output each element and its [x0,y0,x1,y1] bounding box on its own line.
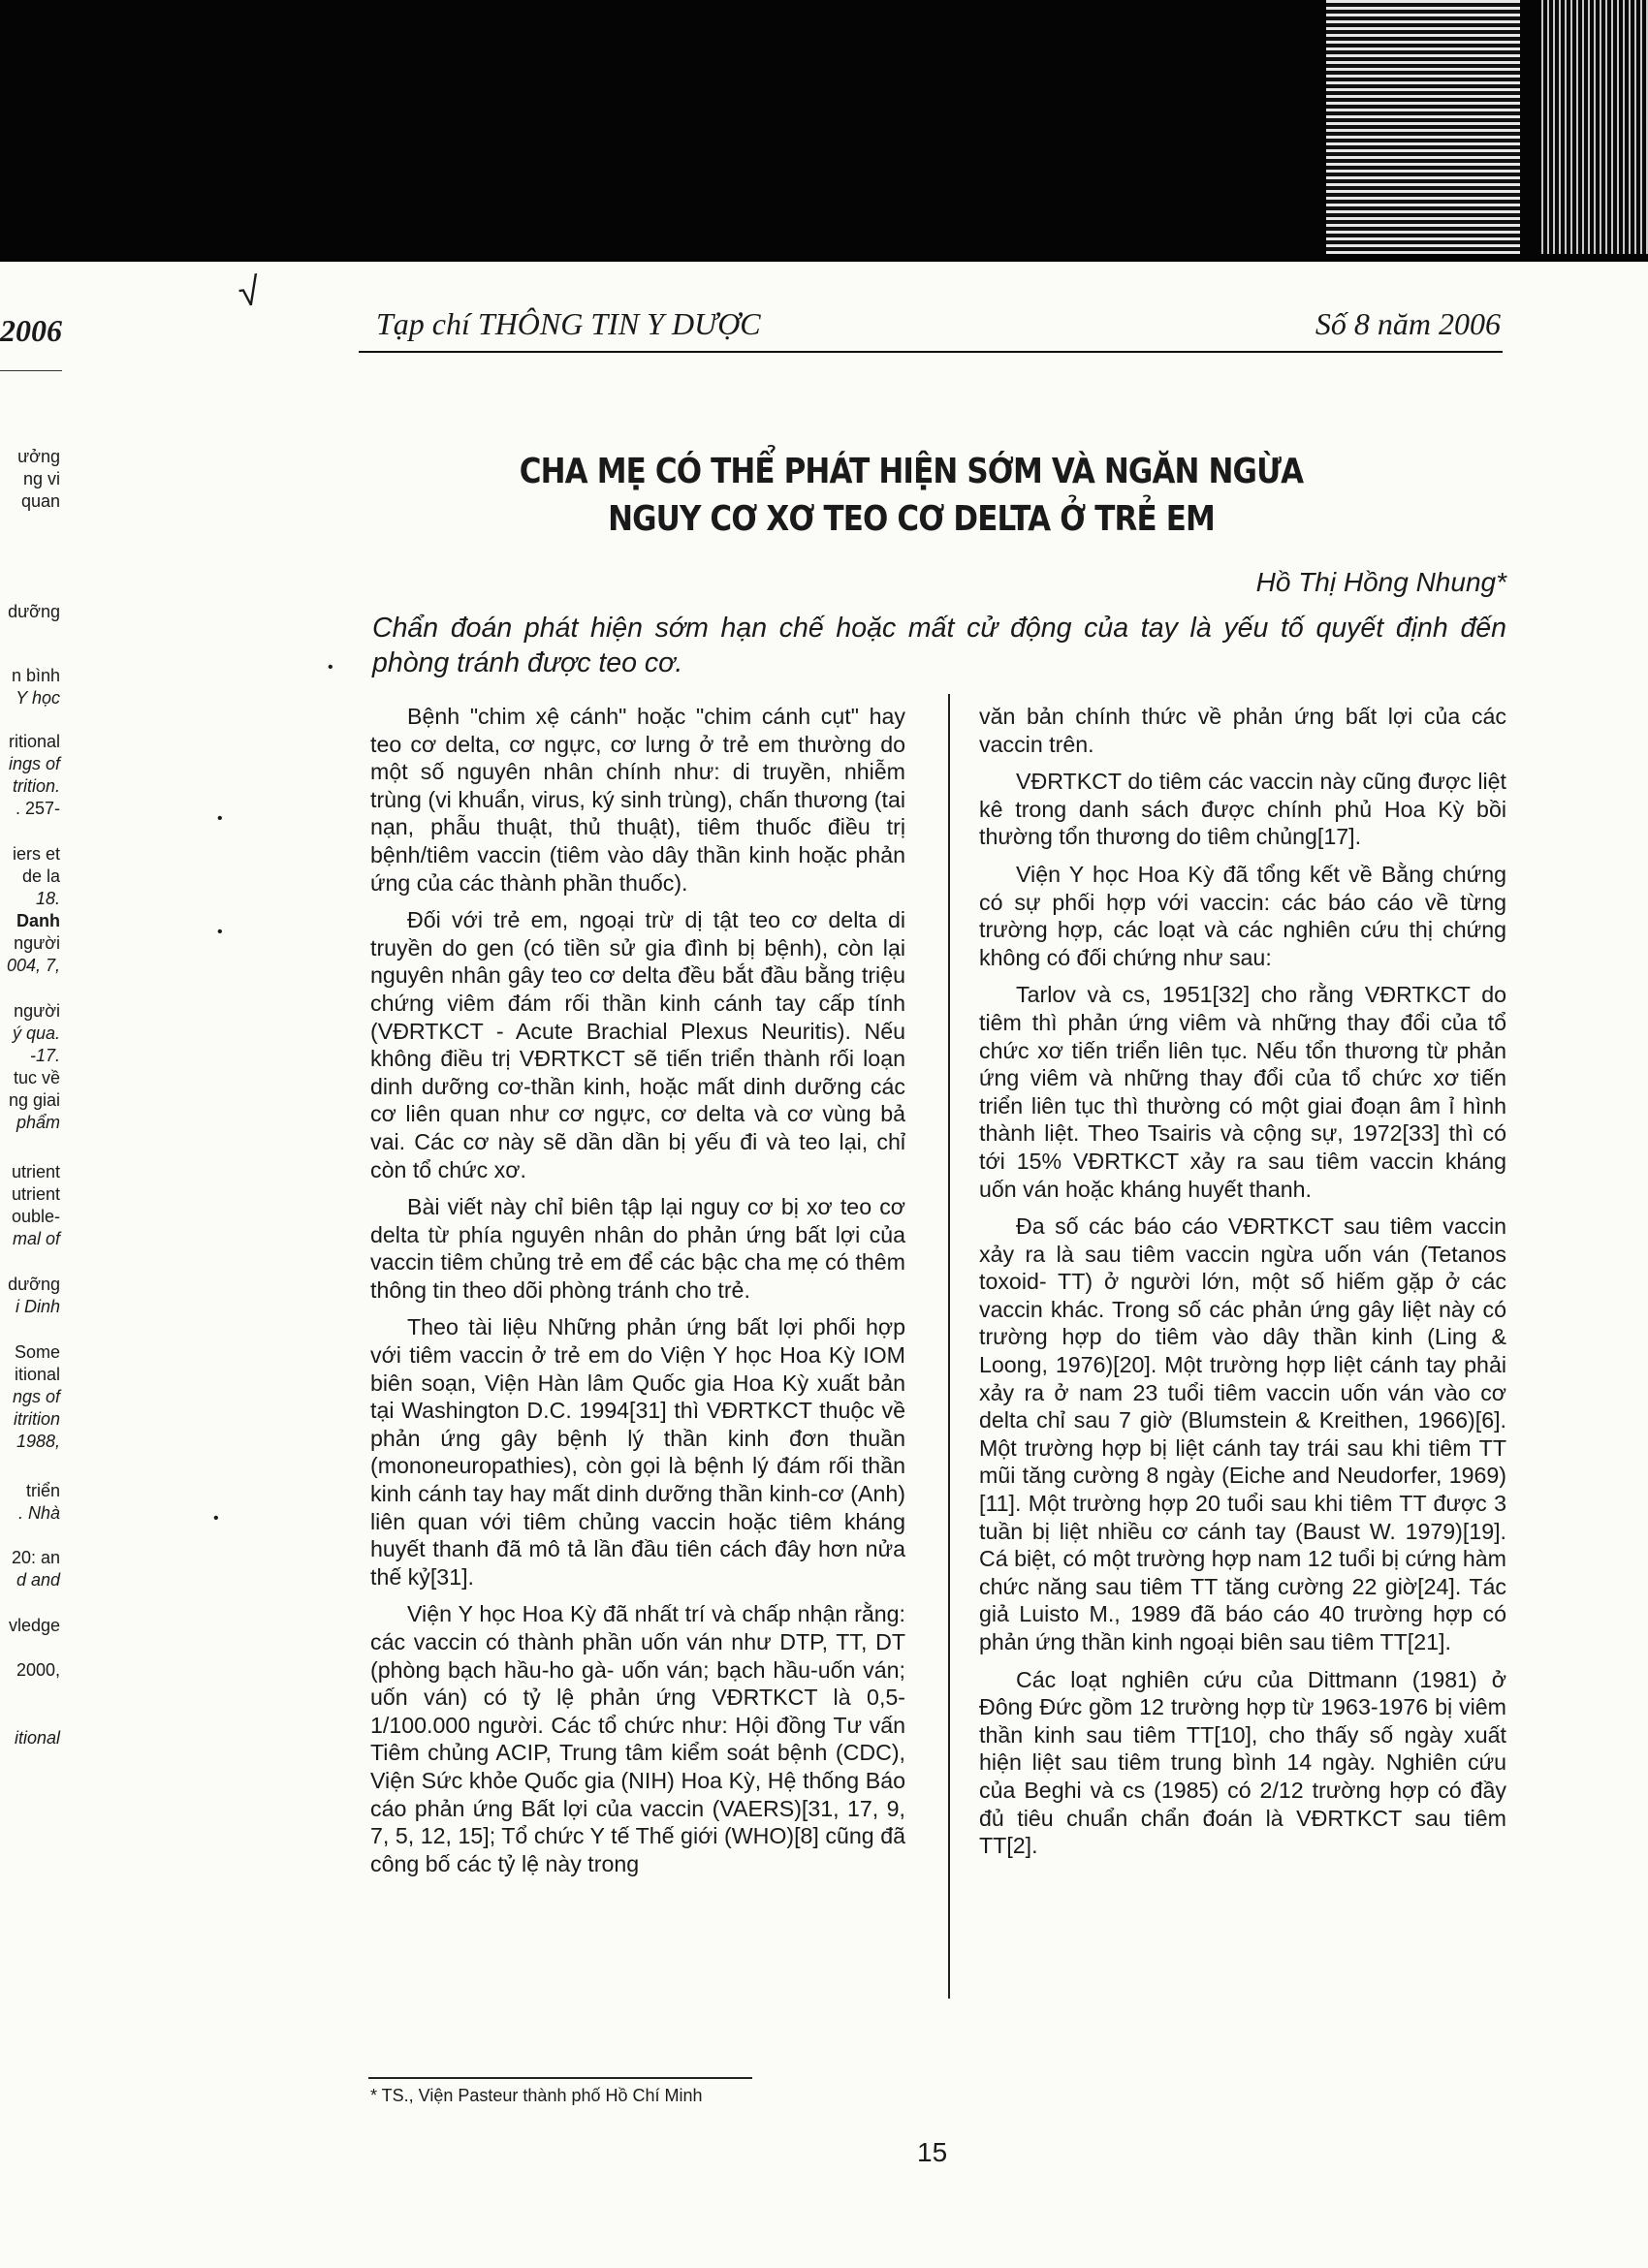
speck: • [328,659,333,676]
previous-page-fragment: Y học [16,688,60,708]
previous-page-fragment: trition. [12,776,60,796]
previous-page-fragment: Danh [16,911,60,930]
previous-page-fragment: 2000, [16,1660,60,1680]
paragraph: Theo tài liệu Những phản ứng bất lợi phối hợp với tiêm vaccin ở trẻ em do Viện Y học Hoa Kỳ IOM biên soạn, Viện Hàn lâm Quốc gia Hoa Kỳ xuất bản tại Washington D.C. 1994[31] thì VĐRTKCT thuộc về phản ứng gây bệnh lý thần kinh đơn thuần (mononeuropathies), còn gọi là bệnh lý đám rối thần kinh cánh tay hay mất dinh dưỡng thần kinh-cơ (Anh) liên quan với tiêm chủng vaccin hoặc tiêm kháng huyết thanh đã mô tả lần đầu tiên cách đây hơn nửa thế kỷ[31]. [370,1314,905,1590]
issue-label: Số 8 năm 2006 [1315,306,1501,341]
previous-page-fragment: ý qua. [12,1024,60,1043]
previous-page-fragment: 1988, [16,1432,60,1451]
previous-page-fragment: 004, 7, [6,956,60,975]
previous-page-fragment: ngs of [12,1387,60,1406]
column-divider [948,694,950,1999]
previous-page-fragment: ouble- [11,1207,60,1226]
footnote-rule [368,2077,752,2079]
previous-page-fragment: vledge [8,1616,60,1635]
header-rule [359,351,1503,353]
paragraph: Tarlov và cs, 1951[32] cho rằng VĐRTKCT do tiêm thì phản ứng viêm và những thay đổi của tổ chức xơ tiến triển liên tục. Nếu tổn thương từ phản ứng viêm và những thay đổi của tổ chức xơ tiến triển liên tục thì thường có một giai đoạn âm ỉ hình thành liệt. Theo Tsairis và cộng sự, 1972[33] thì có tới 15% VĐRTKCT xảy ra sau tiêm vaccin kháng uốn ván hoặc kháng huyết thanh. [979,982,1506,1202]
pen-mark: √ [235,269,263,316]
previous-page-fragment: người [14,933,60,953]
paragraph: Viện Y học Hoa Kỳ đã tổng kết về Bằng chứng có sự phối hợp với vaccin: các báo cáo về từng trường hợp, các loạt và các nghiên cứu thị chứng không có đối chứng như sau: [979,861,1506,970]
previous-page-fragment: itrition [13,1409,60,1429]
previous-page-fragment: dưỡng [8,1275,60,1294]
previous-page-fragment: mal of [12,1229,60,1248]
previous-page-fragment: ưởng [17,447,60,466]
previous-page-fragment: Some [14,1342,60,1362]
previous-page-fragment: iers et [12,844,60,864]
previous-page-fragment: utrient [11,1162,60,1181]
previous-page-fragment: 20: an [11,1548,60,1567]
previous-page-fragment: quan [20,491,60,511]
footnote: * TS., Viện Pasteur thành phố Hồ Chí Minh [370,2086,703,2105]
speck: • [213,1510,219,1527]
paragraph: Đa số các báo cáo VĐRTKCT sau tiêm vaccin xảy ra là sau tiêm vaccin ngừa uốn ván (Tetanos toxoid- TT) ở người lớn, một số hiếm gặp ở các vaccin khác. Trong số các phản ứng gây liệt này có trường hợp do tiêm vào dây thần kinh (Ling & Loong, 1976)[20]. Một trường hợp liệt cánh tay phải xảy ra ở nam 23 tuổi tiêm vaccin uốn ván vào cơ delta chỉ sau 7 giờ (Blumstein & Kreithen, 1966)[6]. Một trường hợp bị liệt cánh tay trái sau khi tiêm TT mũi tăng cường 8 ngày (Eiche and Neudorfer, 1969)[11]. Một trường hợp 20 tuổi sau khi tiêm TT được 3 tuần bị liệt nhiều cơ cánh tay (Baust W. 1979)[19]. Cá biệt, có một trường hợp nam 12 tuổi bị cứng hàm chức năng sau tiêm TT tăng cường 22 giờ[24]. Tác giả Luisto M., 1989 đã báo cáo 40 trường hợp có phản ứng thần kinh ngoại biên sau tiêm TT[21]. [979,1213,1506,1654]
previous-page-fragment: -17. [29,1046,60,1065]
speck: • [217,924,223,940]
previous-page-edge [0,310,68,2152]
edge-stripes [1326,0,1520,254]
article-title-line-2: NGUY CƠ XƠ TEO CƠ DELTA Ở TRẺ EM [608,499,1215,539]
previous-page-fragment: phẩm [16,1113,60,1132]
previous-page-fragment: de la [21,866,60,886]
speck: • [217,810,223,827]
previous-page-fragment: người [14,1001,60,1021]
paragraph: VĐRTKCT do tiêm các vaccin này cũng được liệt kê trong danh sách được chính phủ Hoa Kỳ bồi thường tổn thương do tiêm chủng[17]. [979,769,1506,850]
previous-page-fragment: triển [25,1481,60,1500]
previous-page-fragment: itional [14,1365,60,1384]
previous-page-fragment: ritional [8,732,60,751]
previous-page-fragment: . 257- [15,799,60,818]
previous-page-fragment: dưỡng [8,602,60,621]
paragraph: Đối với trẻ em, ngoại trừ dị tật teo cơ delta di truyền do gen (có tiền sử gia đình bị bệnh), còn lại nguyên nhân gây teo cơ delta đều bắt đầu bằng triệu chứng viêm đám rối thần kinh cánh tay cấp tính (VĐRTKCT - Acute Brachial Plexus Neuritis). Nếu không điều trị VĐRTKCT sẽ tiến triển thành rối loạn dinh dưỡng cơ-thần kinh, hoặc mất dinh dưỡng các cơ liên quan như cơ ngực, cơ delta và cơ vùng bả vai. Các cơ này sẽ dần dần bị yếu đi và teo lại, chỉ còn tổ chức xơ. [370,907,905,1182]
paragraph: văn bản chính thức về phản ứng bất lợi của các vaccin trên. [979,704,1506,757]
previous-page-fragment: d and [16,1570,60,1590]
author: Hồ Thị Hồng Nhung* [1255,567,1506,597]
previous-page-fragment: ng vi [22,469,60,488]
paragraph: Bài viết này chỉ biên tập lại nguy cơ bị xơ teo cơ delta từ phía nguyên nhân do phản ứng bất lợi của vaccin tiêm chủng trẻ em để các bậc cha mẹ có thêm thông tin theo dõi phòng tránh cho trẻ. [370,1194,905,1303]
paragraph: Bệnh "chim xệ cánh" hoặc "chim cánh cụt" hay teo cơ delta, cơ ngực, cơ lưng ở trẻ em thường do một số nguyên nhân chính như: di truyền, nhiễm trùng (vi khuẩn, virus, ký sinh trùng), chấn thương (tai nạn, phẫu thuật, thủ thuật), tiêm thuốc điều trị bệnh/tiêm vaccin (tiêm vào dây thần kinh hoặc phản ứng của các thành phần thuốc). [370,704,905,896]
previous-page-rule [0,370,62,371]
previous-page-fragment: ings of [8,754,60,773]
previous-page-fragment: . Nhà [17,1503,60,1523]
previous-page-fragment: ng giai [8,1090,60,1110]
left-column [370,703,905,1887]
article-title-line-1: CHA MẸ CÓ THỂ PHÁT HIỆN SỚM VÀ NGĂN NGỪA [519,452,1304,491]
previous-page-fragment: utrient [11,1184,60,1204]
edge-stripes-right [1541,0,1648,254]
paragraph: Các loạt nghiên cứu của Dittmann (1981) ở Đông Đức gồm 12 trường hợp từ 1963-1976 bị viêm thần kinh sau tiêm TT[10], cho thấy số ngày xuất hiện liệt sau tiêm trung bình 14 ngày. Nghiên cứu của Beghi và cs (1985) có 2/12 trường hợp có đầy đủ tiêu chuẩn chẩn đoán là VĐRTKCT sau tiêm TT[2]. [979,1666,1506,1859]
previous-page-fragment: 18. [35,889,60,908]
previous-page-year: 2006 [0,313,62,348]
page-number: 15 [917,2137,948,2167]
lead-paragraph: Chẩn đoán phát hiện sớm hạn chế hoặc mất cử động của tay là yếu tố quyết định đến phòng tránh được teo cơ. [372,613,1506,678]
previous-page-fragment: itional [14,1728,60,1748]
journal-title: Tạp chí THÔNG TIN Y DƯỢC [376,306,761,341]
previous-page-fragment: tuc về [13,1068,60,1087]
right-column [979,703,1506,1870]
previous-page-fragment: n bình [11,666,60,685]
paragraph: Viện Y học Hoa Kỳ đã nhất trí và chấp nhận rằng: các vaccin có thành phần uốn ván như DTP, TT, DT (phòng bạch hầu-ho gà- uốn ván; bạch hầu-uốn ván; uốn ván) có tỷ lệ phản ứng VĐRTKCT là 0,5-1/100.000 người. Các tổ chức như: Hội đồng Tư vấn Tiêm chủng ACIP, Trung tâm kiểm soát bệnh (CDC), Viện Sức khỏe Quốc gia (NIH) Hoa Kỳ, Hệ thống Báo cáo phản ứng Bất lợi của vaccin (VAERS)[31, 17, 9, 7, 5, 12, 15]; Tổ chức Y tế Thế giới (WHO)[8] cũng đã công bố các tỷ lệ này trong [370,1601,905,1876]
previous-page-fragment: i Dinh [15,1297,60,1316]
